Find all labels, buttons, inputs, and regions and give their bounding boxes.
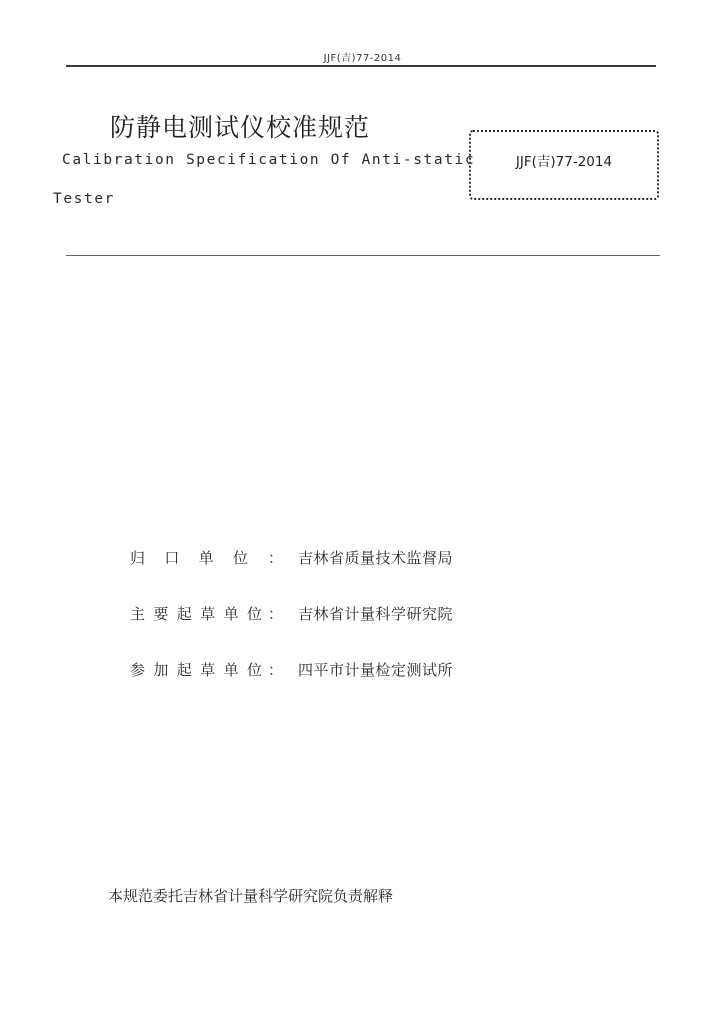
info-value: 四平市计量检定测试所 — [298, 661, 454, 679]
label-char: 位 — [232, 549, 248, 567]
title-rule — [66, 255, 660, 256]
title-english-line-1: Calibration Specification Of Anti-static — [62, 152, 476, 168]
label-char: 起 — [176, 605, 192, 623]
standard-code-box — [469, 130, 659, 200]
label-char: 归 — [130, 549, 146, 567]
title-english-line-2: Tester — [53, 191, 115, 207]
header-standard-code: JJF(吉)77-2014 — [323, 53, 402, 64]
label-char: 起 — [176, 661, 192, 679]
label-char: 口 — [164, 549, 180, 567]
label-char: 单 — [223, 605, 239, 623]
info-label — [130, 659, 280, 680]
info-value: 吉林省计量科学研究院 — [298, 605, 454, 623]
header-rule — [66, 65, 656, 67]
label-char: 单 — [198, 549, 214, 567]
label-char: 要 — [153, 605, 169, 623]
info-label — [130, 547, 280, 568]
info-value: 吉林省质量技术监督局 — [298, 549, 454, 567]
standard-code-box-text: JJF(吉)77-2014 — [515, 154, 613, 170]
label-char: 主 — [130, 605, 146, 623]
info-colon: ： — [268, 605, 284, 623]
label-char: 参 — [130, 661, 146, 679]
label-char: 加 — [153, 661, 169, 679]
title-chinese: 防静电测试仪校准规范 — [110, 113, 371, 142]
interpretation-note: 本规范委托吉林省计量科学研究院负责解释 — [108, 887, 394, 905]
label-char: 草 — [200, 661, 216, 679]
label-char: 位 — [246, 661, 262, 679]
info-colon: ： — [268, 661, 284, 679]
label-char: 单 — [223, 661, 239, 679]
info-label — [130, 603, 280, 624]
info-colon: ： — [268, 549, 284, 567]
label-char: 草 — [200, 605, 216, 623]
label-char: 位 — [246, 605, 262, 623]
